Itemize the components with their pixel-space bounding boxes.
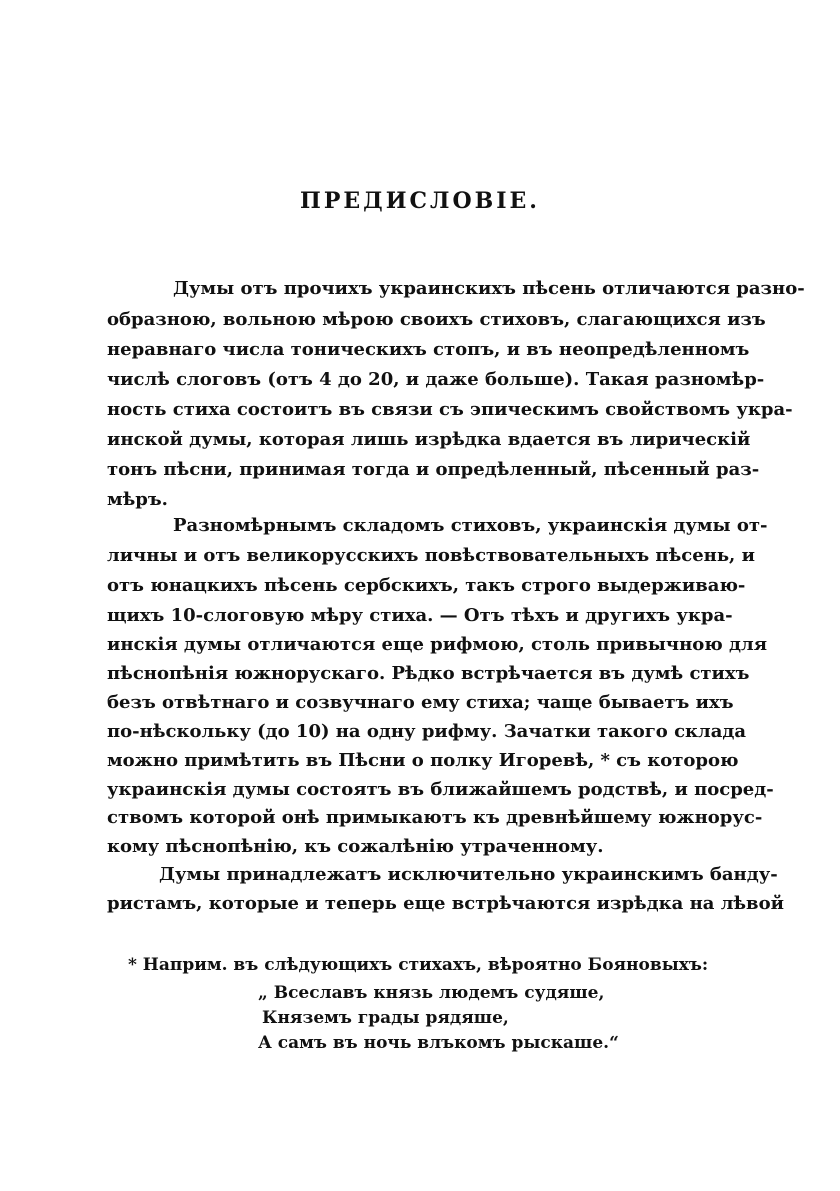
body-line: ствомъ которой онѣ примыкаютъ къ древнѣйшему южнорус- [107, 807, 763, 828]
body-line: неравнаго числа тоническихъ стопъ, и въ неопредѣленномъ [107, 339, 750, 360]
body-line: украинскія думы состоятъ въ ближайшемъ родствѣ, и посред- [107, 779, 774, 800]
body-line: инской думы, которая лишь изрѣдка вдается въ лирическій [107, 429, 751, 450]
body-line: отъ юнацкихъ пѣсень сербскихъ, такъ строго выдерживаю- [107, 575, 746, 596]
body-line: Думы отъ прочихъ украинскихъ пѣсень отличаются разно- [173, 278, 805, 299]
body-line: кому пѣснопѣнію, къ сожалѣнію утраченному. [107, 836, 604, 857]
footnote-verse-line: Княземъ грады рядяше, [262, 1008, 509, 1028]
body-line: числѣ слоговъ (отъ 4 до 20, и даже больше). Такая разномѣр- [107, 369, 765, 390]
body-line: ристамъ, которые и теперь еще встрѣчаются изрѣдка на лѣвой [107, 893, 784, 914]
body-line: щихъ 10-слоговую мѣру стиха. — Отъ тѣхъ и другихъ укра- [107, 605, 733, 626]
footnote-verse-line: „ Всеславъ князь людемъ судяше, [258, 983, 605, 1003]
body-line: Думы принадлежатъ исключительно украинскимъ банду- [159, 864, 778, 885]
body-line: тонъ пѣсни, принимая тогда и опредѣленный, пѣсенный раз- [107, 459, 760, 480]
body-line: образною, вольною мѣрою своихъ стиховъ, слагающихся изъ [107, 309, 766, 330]
body-line: Разномѣрнымъ складомъ стиховъ, украинскія думы от- [173, 515, 768, 536]
body-line: мѣръ. [107, 489, 168, 510]
body-line: по-нѣскольку (до 10) на одну рифму. Зачатки такого склада [107, 721, 747, 742]
footnote-intro: * Наприм. въ слѣдующихъ стихахъ, вѣроятно Бояновыхъ: [128, 955, 709, 975]
footnote-verse-line: А самъ въ ночь влъкомъ рыскаше.“ [258, 1033, 619, 1053]
body-line: пѣснопѣнія южнорускаго. Рѣдко встрѣчается въ думѣ стихъ [107, 663, 750, 684]
body-line: безъ отвѣтнаго и созвучнаго ему стиха; чаще бываетъ ихъ [107, 692, 734, 713]
body-line: личны и отъ великорусскихъ повѣствовательныхъ пѣсень, и [107, 545, 755, 566]
body-line: можно примѣтить въ Пѣсни о полку Игоревѣ, * съ которою [107, 750, 739, 771]
body-line: инскія думы отличаются еще рифмою, столь привычною для [107, 634, 767, 655]
page-title: ПРЕДИСЛОВІЕ. [300, 188, 540, 214]
body-line: ность стиха состоитъ въ связи съ эпическимъ свойствомъ укра- [107, 399, 793, 420]
